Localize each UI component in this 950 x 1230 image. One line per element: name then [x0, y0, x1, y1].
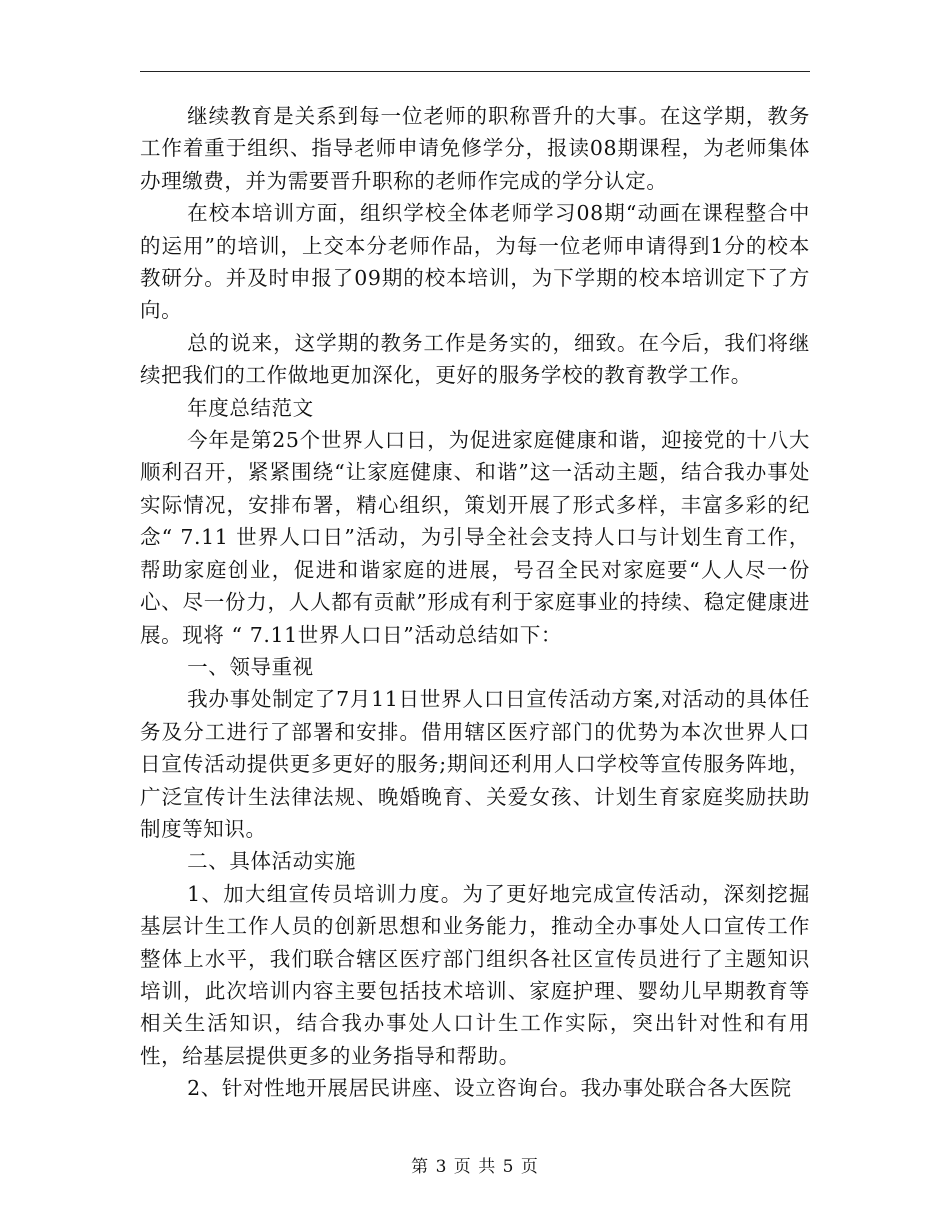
paragraph: 2、针对性地开展居民讲座、设立咨询台。我办事处联合各大医院: [187, 1076, 792, 1101]
paragraph: 继续教育是关系到每一位老师的职称晋升的大事。在这学期，教务工作着重于组织、指导老师申请免修学分，报读08期课程，为老师集体办理缴费，并为需要晋升职称的老师作完成的学分认定。: [140, 104, 810, 193]
paragraph: 在校本培训方面，组织学校全体老师学习08期“动画在课程整合中的运用”的培训，上交本分老师作品，为每一位老师申请得到1分的校本教研分。并及时申报了09期的校本培训，为下学期的校本培训定下了方向。: [140, 201, 810, 323]
section-heading: 一、领导重视: [187, 654, 314, 679]
paragraph: 今年是第25个世界人口日，为促进家庭健康和谐，迎接党的十八大顺利召开，紧紧围绕“让家庭健康、和谐”这一活动主题，结合我办事处实际情况，安排布署，精心组织，策划开展了形式多样，丰富多彩的纪念“ 7.11 世界人口日”活动，为引导全社会支持人口与计划生育工作，帮助家庭创业，促进和谐家庭的进展，号召全民对家庭要“人人尽一份心、尽一份力，人人都有贡献”形成有利于家庭事业的持续、稳定健康进展。现将 “ 7.11世界人口日”活动总结如下：: [140, 428, 810, 647]
document-body: [140, 100, 810, 1105]
section-heading: 二、具体活动实施: [187, 849, 356, 874]
paragraph: 总的说来，这学期的教务工作是务实的，细致。在今后，我们将继续把我们的工作做地更加深化，更好的服务学校的教育教学工作。: [140, 330, 810, 388]
paragraph: 我办事处制定了7月11日世界人口日宣传活动方案,对活动的具体任务及分工进行了部署和安排。借用辖区医疗部门的优势为本次世界人口日宣传活动提供更多更好的服务;期间还利用人口学校等宣传服务阵地，广泛宣传计生法律法规、晚婚晚育、关爱女孩、计划生育家庭奖励扶助制度等知识。: [140, 687, 810, 841]
page-number: 第 3 页 共 5 页: [411, 1157, 539, 1177]
section-title: 年度总结范文: [187, 395, 314, 420]
header-rule: [140, 71, 810, 72]
paragraph: 1、加大组宣传员培训力度。为了更好地完成宣传活动，深刻挖掘基层计生工作人员的创新思想和业务能力，推动全办事处人口宣传工作整体上水平，我们联合辖区医疗部门组织各社区宣传员进行了主题知识培训，此次培训内容主要包括技术培训、家庭护理、婴幼儿早期教育等相关生活知识，结合我办事处人口计生工作实际，突出针对性和有用性，给基层提供更多的业务指导和帮助。: [140, 881, 810, 1068]
